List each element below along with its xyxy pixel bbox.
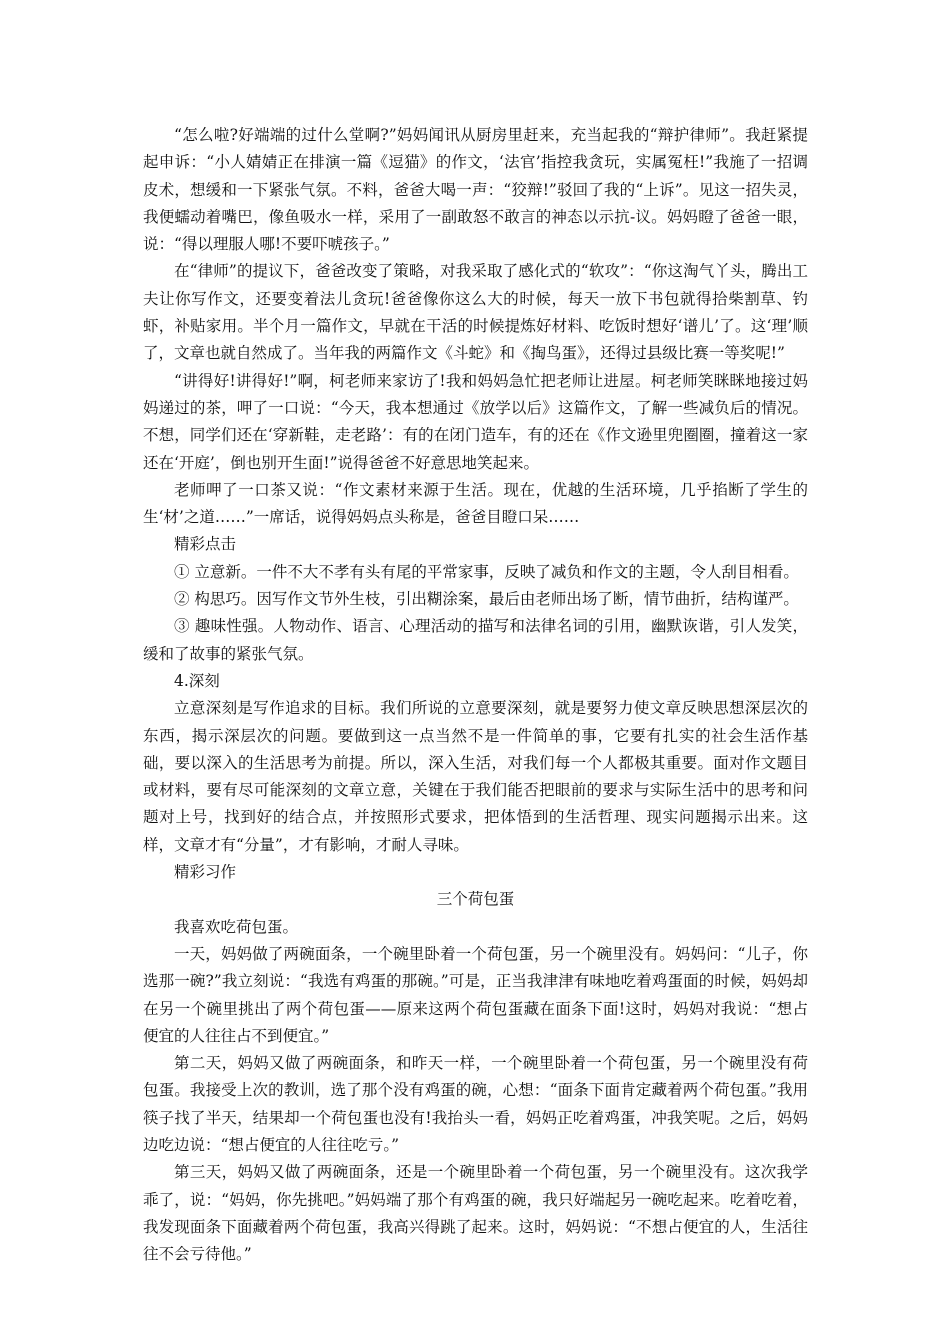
essay-paragraph-2: 一天，妈妈做了两碗面条，一个碗里卧着一个荷包蛋，另一个碗里没有。妈妈问：“儿子，你选那一碗?”我立刻说：“我选有鸡蛋的那碗。”可是，正当我津津有味地吃着鸡蛋面的时候，妈妈却在另一个碗里挑出了两个荷包蛋——原来这两个荷包蛋藏在面条下面!这时，妈妈对我说：“想占便宜的人往往占不到便宜。”: [143, 944, 808, 1045]
essay-paragraph-3: 第二天，妈妈又做了两碗面条，和昨天一样，一个碗里卧着一个荷包蛋，另一个碗里没有荷包蛋。我接受上次的教训，选了那个没有鸡蛋的碗，心想：“面条下面肯定藏着两个荷包蛋。”我用筷子找了半天，结果却一个荷包蛋也没有!我抬头一看，妈妈正吃着鸡蛋，冲我笑呢。之后，妈妈边吃边说：“想占便宜的人往往吃亏。”: [143, 1054, 808, 1154]
document-page: [143, 122, 808, 1268]
story-paragraph-2: 在“律师”的提议下，爸爸改变了策略，对我采取了感化式的“软攻”：“你这淘气丫头，腾出工夫让你写作文，还要变着法儿贪玩!爸爸像你这么大的时候，每天一放下书包就得拾柴割草、钓虾，补贴家用。半个月一篇作文，早就在干活的时候提炼好材料、吃饭时想好‘谱儿’了。这‘理’顺了，文章也就自然成了。当年我的两篇作文《斗蛇》和《掏鸟蛋》，还得过县级比赛一等奖呢!”: [143, 262, 808, 363]
highlight-point-3: ③ 趣味性强。人物动作、语言、心理活动的描写和法律名词的引用，幽默诙谐，引人发笑，缓和了故事的紧张气氛。: [143, 617, 808, 663]
highlight-heading: 精彩点击: [174, 535, 237, 554]
essay-paragraph-1: 我喜欢吃荷包蛋。: [174, 917, 299, 936]
essay-title: 三个荷包蛋: [436, 890, 515, 909]
essay-paragraph-4: 第三天，妈妈又做了两碗面条，还是一个碗里卧着一个荷包蛋，另一个碗里没有。这次我学乖了，说：“妈妈，你先挑吧。”妈妈端了那个有鸡蛋的碗，我只好端起另一碗吃起来。吃着吃着，我发现面条下面藏着两个荷包蛋，我高兴得跳了起来。这时，妈妈说：“不想占便宜的人，生活往往不会亏待他。”: [143, 1163, 808, 1264]
depth-explanation-paragraph: 立意深刻是写作追求的目标。我们所说的立意要深刻，就是要努力使文章反映思想深层次的东西，揭示深层次的问题。要做到这一点当然不是一件简单的事，它要有扎实的社会生活作基础，要以深入的生活思考为前提。所以，深入生活，对我们每一个人都极其重要。面对作文题目或材料，要有尽可能深刻的文章立意，关键在于我们能否把眼前的要求与实际生活中的思考和问题对上号，找到好的结合点，并按照形式要求，把体悟到的生活哲理、现实问题揭示出来。这样，文章才有“分量”，才有影响，才耐人寻味。: [143, 699, 808, 854]
story-paragraph-1: “怎么啦?好端端的过什么堂啊?”妈妈闻讯从厨房里赶来，充当起我的“辩护律师”。我赶紧提起申诉：“小人婧婧正在排演一篇《逗猫》的作文，‘法官’指控我贪玩，实属冤枉!”我施了一招调皮术，想缓和一下紧张气氛。不料，爸爸大喝一声：“狡辩!”驳回了我的“上诉”。见这一招失灵，我便蠕动着嘴巴，像鱼吸水一样，采用了一副敢怒不敢言的神态以示抗-议。妈妈瞪了爸爸一眼，说：“得以理服人哪!不要吓唬孩子。”: [143, 126, 808, 254]
highlight-point-1: ① 立意新。一件不大不孝有头有尾的平常家事，反映了减负和作文的主题，令人刮目相看。: [174, 562, 799, 581]
story-paragraph-4: 老师呷了一口茶又说：“作文素材来源于生活。现在，优越的生活环境，几乎掐断了学生的生‘材’之道……”一席话，说得妈妈点头称是，爸爸目瞪口呆……: [143, 480, 808, 527]
section-heading-depth: 4.深刻: [174, 671, 220, 690]
story-paragraph-3: “讲得好!讲得好!”啊，柯老师来家访了!我和妈妈急忙把老师让进屋。柯老师笑眯眯地接过妈妈递过的茶，呷了一口说：“今天，我本想通过《放学以后》这篇作文，了解一些减负后的情况。不想，同学们还在‘穿新鞋，走老路’：有的在闭门造车，有的还在《作文逊里兜圈圈，撞着这一家还在‘开庭’，倒也别开生面!”说得爸爸不好意思地笑起来。: [143, 371, 808, 472]
sample-essay-heading: 精彩习作: [174, 863, 237, 882]
highlight-point-2: ② 构思巧。因写作文节外生枝，引出糊涂案，最后由老师出场了断，情节曲折，结构谨严。: [174, 590, 799, 609]
